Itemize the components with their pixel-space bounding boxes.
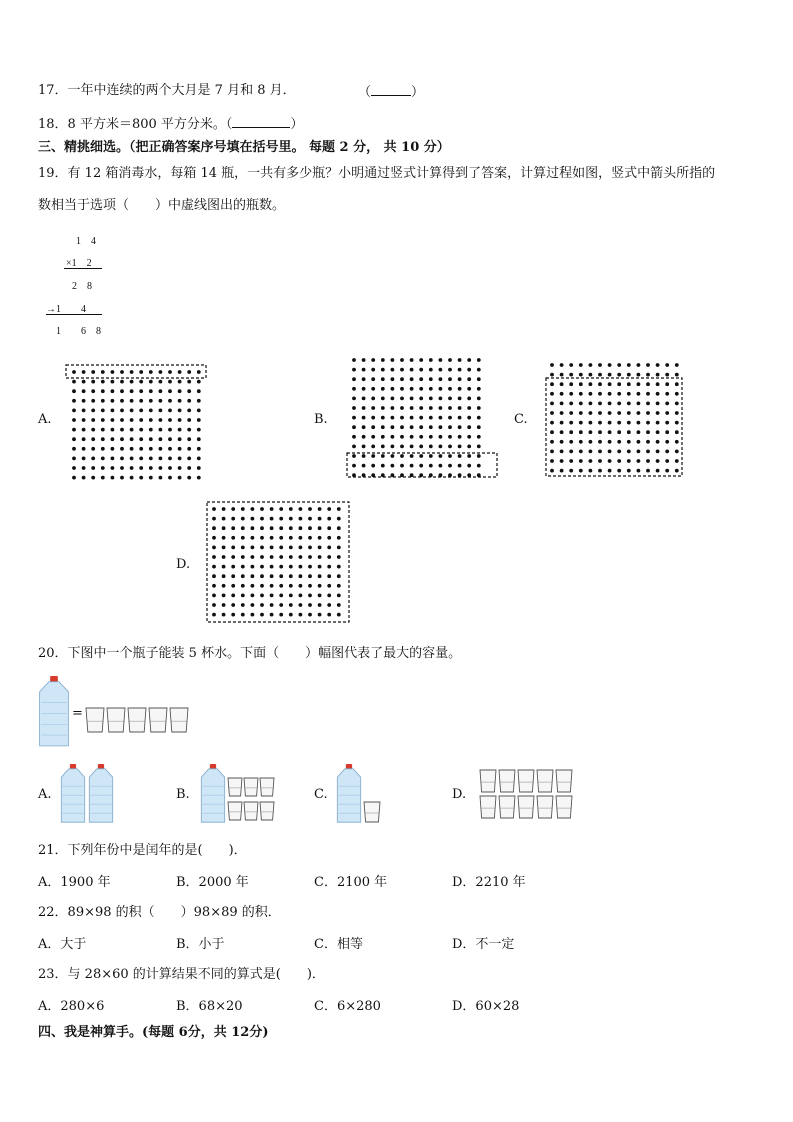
q22-option-d[interactable]: D．不一定 xyxy=(452,937,515,952)
q19-option-b-label[interactable]: B. xyxy=(314,412,328,427)
q20-option-d-ten-cups-icon[interactable] xyxy=(478,768,578,822)
q19-option-c-label[interactable]: C. xyxy=(514,412,528,427)
question-20-text: 20．下图中一个瓶子能装 5 杯水。下面（ ）幅图代表了最大的容量。 xyxy=(38,646,462,661)
q21-option-c[interactable]: C．2100 年 xyxy=(314,875,388,890)
question-17 xyxy=(38,83,296,99)
question-21-text: 21．下列年份中是闰年的是( )． xyxy=(38,843,247,858)
q19-option-d-label[interactable]: D. xyxy=(176,557,191,572)
question-18-text: 18．8 平方米＝800 平方分米。（ xyxy=(38,117,233,132)
water-bottle-icon xyxy=(38,676,70,748)
bottle-equals-five-cups xyxy=(38,676,198,750)
q22-option-b[interactable]: B．小于 xyxy=(176,937,225,952)
q23-option-a[interactable]: A．280×6 xyxy=(38,999,105,1014)
q23-option-c[interactable]: C．6×280 xyxy=(314,999,381,1014)
q21-option-b[interactable]: B．2000 年 xyxy=(176,875,249,890)
question-17-text: 17．一年中连续的两个大月是 7 月和 8 月． xyxy=(38,83,296,98)
q20-option-d-label[interactable]: D. xyxy=(452,787,467,802)
section-4-title: 四、我是神算手。(每题 6分，共 12分) xyxy=(38,1025,269,1040)
q20-option-c-label[interactable]: C. xyxy=(314,787,328,802)
q23-option-d[interactable]: D．60×28 xyxy=(452,999,520,1014)
q20-option-b-label[interactable]: B. xyxy=(176,787,190,802)
calc-row-4: →1 4 xyxy=(46,304,86,315)
q22-option-c[interactable]: C．相等 xyxy=(314,937,363,952)
q20-option-a-label[interactable]: A. xyxy=(38,787,52,802)
calc-row-1: 1 4 xyxy=(76,236,96,247)
q19-option-b-dot-grid[interactable] xyxy=(340,352,506,480)
question-22-text: 22．89×98 的积（ ）98×89 的积． xyxy=(38,905,281,920)
q19-option-a-label[interactable]: A. xyxy=(38,412,52,427)
question-19-line2: 数相当于选项（ ）中虚线图出的瓶数。 xyxy=(38,198,286,213)
calc-row-2: ×1 2 xyxy=(66,258,92,269)
question-23-text: 23．与 28×60 的计算结果不同的算式是( )． xyxy=(38,967,325,982)
equals-sign: = xyxy=(72,706,83,721)
calc-divider-1 xyxy=(64,268,102,269)
q21-option-d[interactable]: D．2210 年 xyxy=(452,875,526,890)
q19-option-c-dot-grid[interactable] xyxy=(544,358,686,480)
calc-row-5: 1 6 8 xyxy=(56,326,101,337)
section-3-title: 三、精挑细选。（把正确答案序号填在括号里。 每题 2 分， 共 10 分） xyxy=(38,140,450,155)
q20-option-a-two-bottles-icon[interactable] xyxy=(60,764,120,826)
question-17-answer-blank[interactable]: （ ） xyxy=(358,85,425,100)
q19-option-a-dot-grid[interactable] xyxy=(62,360,212,482)
calc-divider-2 xyxy=(46,314,102,315)
q19-option-d-dot-grid[interactable] xyxy=(204,500,352,626)
question-18-answer-blank[interactable] xyxy=(232,115,290,128)
q20-option-b-bottle-and-six-cups-icon[interactable] xyxy=(200,764,280,826)
question-19-line1: 19．有 12 箱消毒水，每箱 14 瓶，一共有多少瓶？小明通过竖式计算得到了答案，计算过程如图，竖式中箭头所指的 xyxy=(38,166,716,181)
calc-row-3: 2 8 xyxy=(72,281,92,292)
q21-option-a[interactable]: A．1900 年 xyxy=(38,875,111,890)
q20-option-c-bottle-and-one-cup-icon[interactable] xyxy=(336,764,392,826)
cups-row-icon xyxy=(84,706,194,736)
q23-option-b[interactable]: B．68×20 xyxy=(176,999,243,1014)
question-18: 18．8 平方米＝800 平方分米。（ ） xyxy=(38,117,304,132)
q22-option-a[interactable]: A．大于 xyxy=(38,937,87,952)
